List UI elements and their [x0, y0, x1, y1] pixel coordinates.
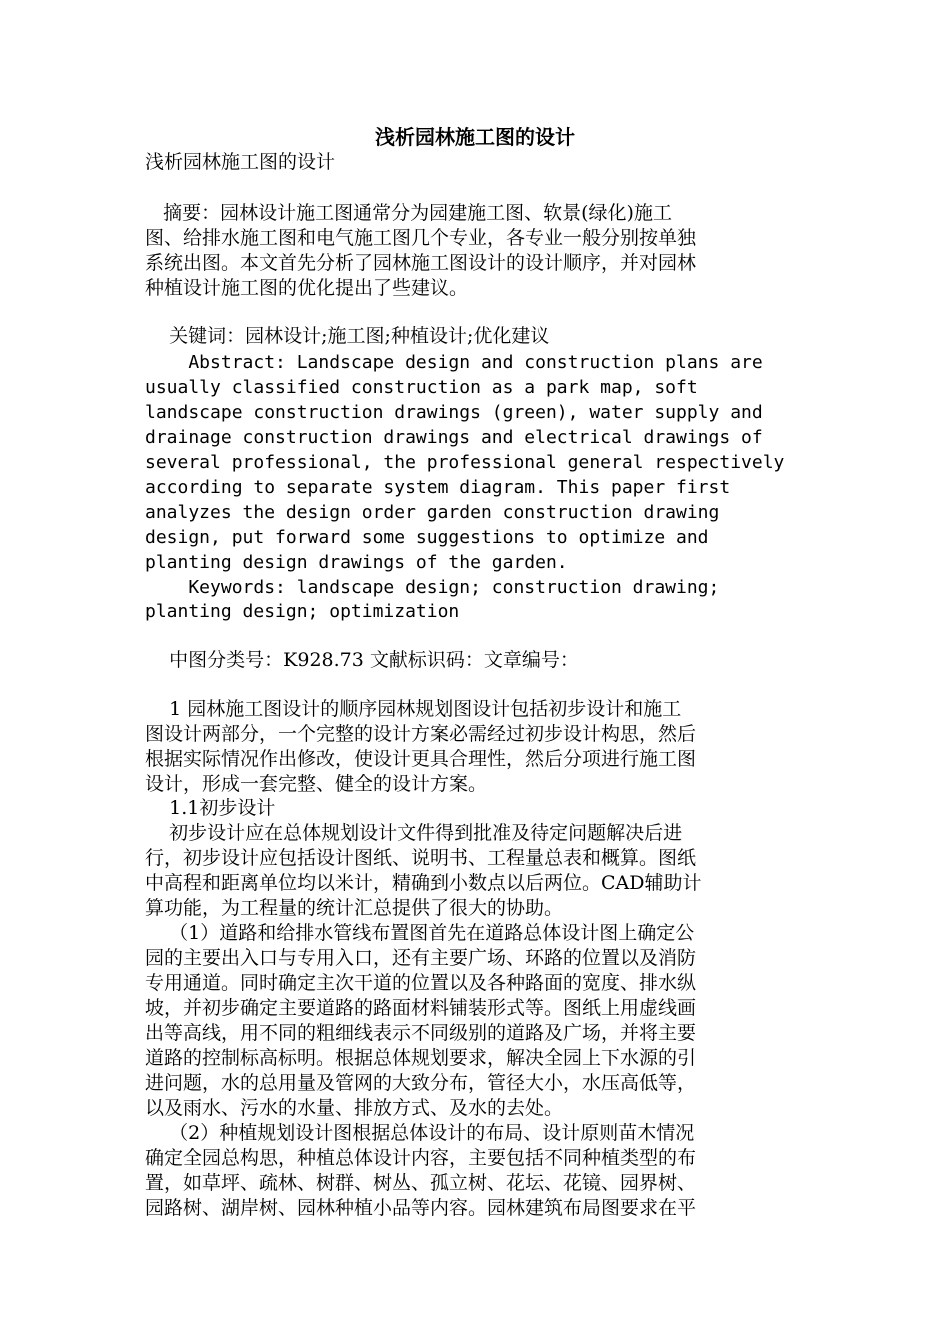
abstract-en-line: planting design drawings of the garden. [145, 552, 568, 573]
body-line: 园的主要出入口与专用入口，还有主要广场、环路的位置以及消防 [145, 947, 697, 969]
body-line: 图设计两部分，一个完整的设计方案必需经过初步设计构思，然后 [145, 723, 697, 745]
body-line: 坡，并初步确定主要道路的路面材料铺装形式等。图纸上用虚线画 [145, 997, 697, 1019]
body-line: 根据实际情况作出修改，使设计更具合理性，然后分项进行施工图 [145, 748, 697, 770]
body-line: 行，初步设计应包括设计图纸、说明书、工程量总表和概算。图纸 [145, 847, 697, 869]
body-line: 设计，形成一套完整、健全的设计方案。 [145, 773, 488, 795]
abstract-cn-line: 系统出图。本文首先分析了园林施工图设计的设计顺序，并对园林 [145, 252, 697, 274]
abstract-cn-line: 图、给排水施工图和电气施工图几个专业，各专业一般分别按单独 [145, 227, 697, 249]
abstract-en-line: according to separate system diagram. This paper first [145, 477, 731, 498]
body-line: 出等高线，用不同的粗细线表示不同级别的道路及广场，并将主要 [145, 1022, 697, 1044]
abstract-cn-line: 摘要：园林设计施工图通常分为园建施工图、软景(绿化)施工 [145, 202, 672, 224]
section-heading: 1.1初步设计 [145, 797, 276, 819]
body-line: 确定全园总构思，种植总体设计内容，主要包括不同种植类型的布 [145, 1147, 697, 1169]
body-line: 园路树、湖岸树、园林种植小品等内容。园林建筑布局图要求在平 [145, 1197, 697, 1219]
body-line: 中高程和距离单位均以米计，精确到小数点以后两位。CAD辅助计 [145, 872, 702, 894]
classification-line: 中图分类号：K928.73 文献标识码：文章编号： [145, 649, 579, 671]
body-line: 1 园林施工图设计的顺序园林规划图设计包括初步设计和施工 [145, 698, 682, 720]
body-line: （1）道路和给排水管线布置图首先在道路总体设计图上确定公 [145, 922, 695, 944]
abstract-en-line: analyzes the design order garden construction drawing [145, 502, 720, 523]
keywords-en-line: planting design; optimization [145, 601, 460, 622]
body-line: 专用通道。同时确定主次干道的位置以及各种路面的宽度、排水纵 [145, 972, 697, 994]
abstract-en-line: several professional, the professional general respectively [145, 452, 785, 473]
keywords-cn-line: 关键词：园林设计;施工图;种植设计;优化建议 [145, 325, 550, 347]
document-subtitle: 浅析园林施工图的设计 [145, 151, 336, 173]
document-title: 浅析园林施工图的设计 [375, 125, 575, 149]
body-line: 道路的控制标高标明。根据总体规划要求，解决全园上下水源的引 [145, 1047, 697, 1069]
body-line: （2）种植规划设计图根据总体设计的布局、设计原则苗木情况 [145, 1122, 695, 1144]
body-line: 算功能，为工程量的统计汇总提供了很大的协助。 [145, 897, 564, 919]
body-line: 以及雨水、污水的水量、排放方式、及水的去处。 [145, 1097, 564, 1119]
body-line: 置，如草坪、疏林、树群、树丛、孤立树、花坛、花镜、园界树、 [145, 1172, 697, 1194]
body-line: 初步设计应在总体规划设计文件得到批准及待定问题解决后进 [145, 822, 683, 844]
abstract-en-line: design, put forward some suggestions to optimize and [145, 527, 709, 548]
abstract-cn-line: 种植设计施工图的优化提出了些建议。 [145, 277, 469, 299]
abstract-en-line: usually classified construction as a park map, soft [145, 377, 698, 398]
abstract-en-line: landscape construction drawings (green), water supply and [145, 402, 763, 423]
keywords-en-line: Keywords: landscape design; construction drawing; [145, 577, 720, 598]
body-line: 进问题，水的总用量及管网的大致分布，管径大小，水压高低等， [145, 1072, 697, 1094]
abstract-en-line: drainage construction drawings and electrical drawings of [145, 427, 763, 448]
abstract-en-line: Abstract: Landscape design and construction plans are [145, 352, 763, 373]
